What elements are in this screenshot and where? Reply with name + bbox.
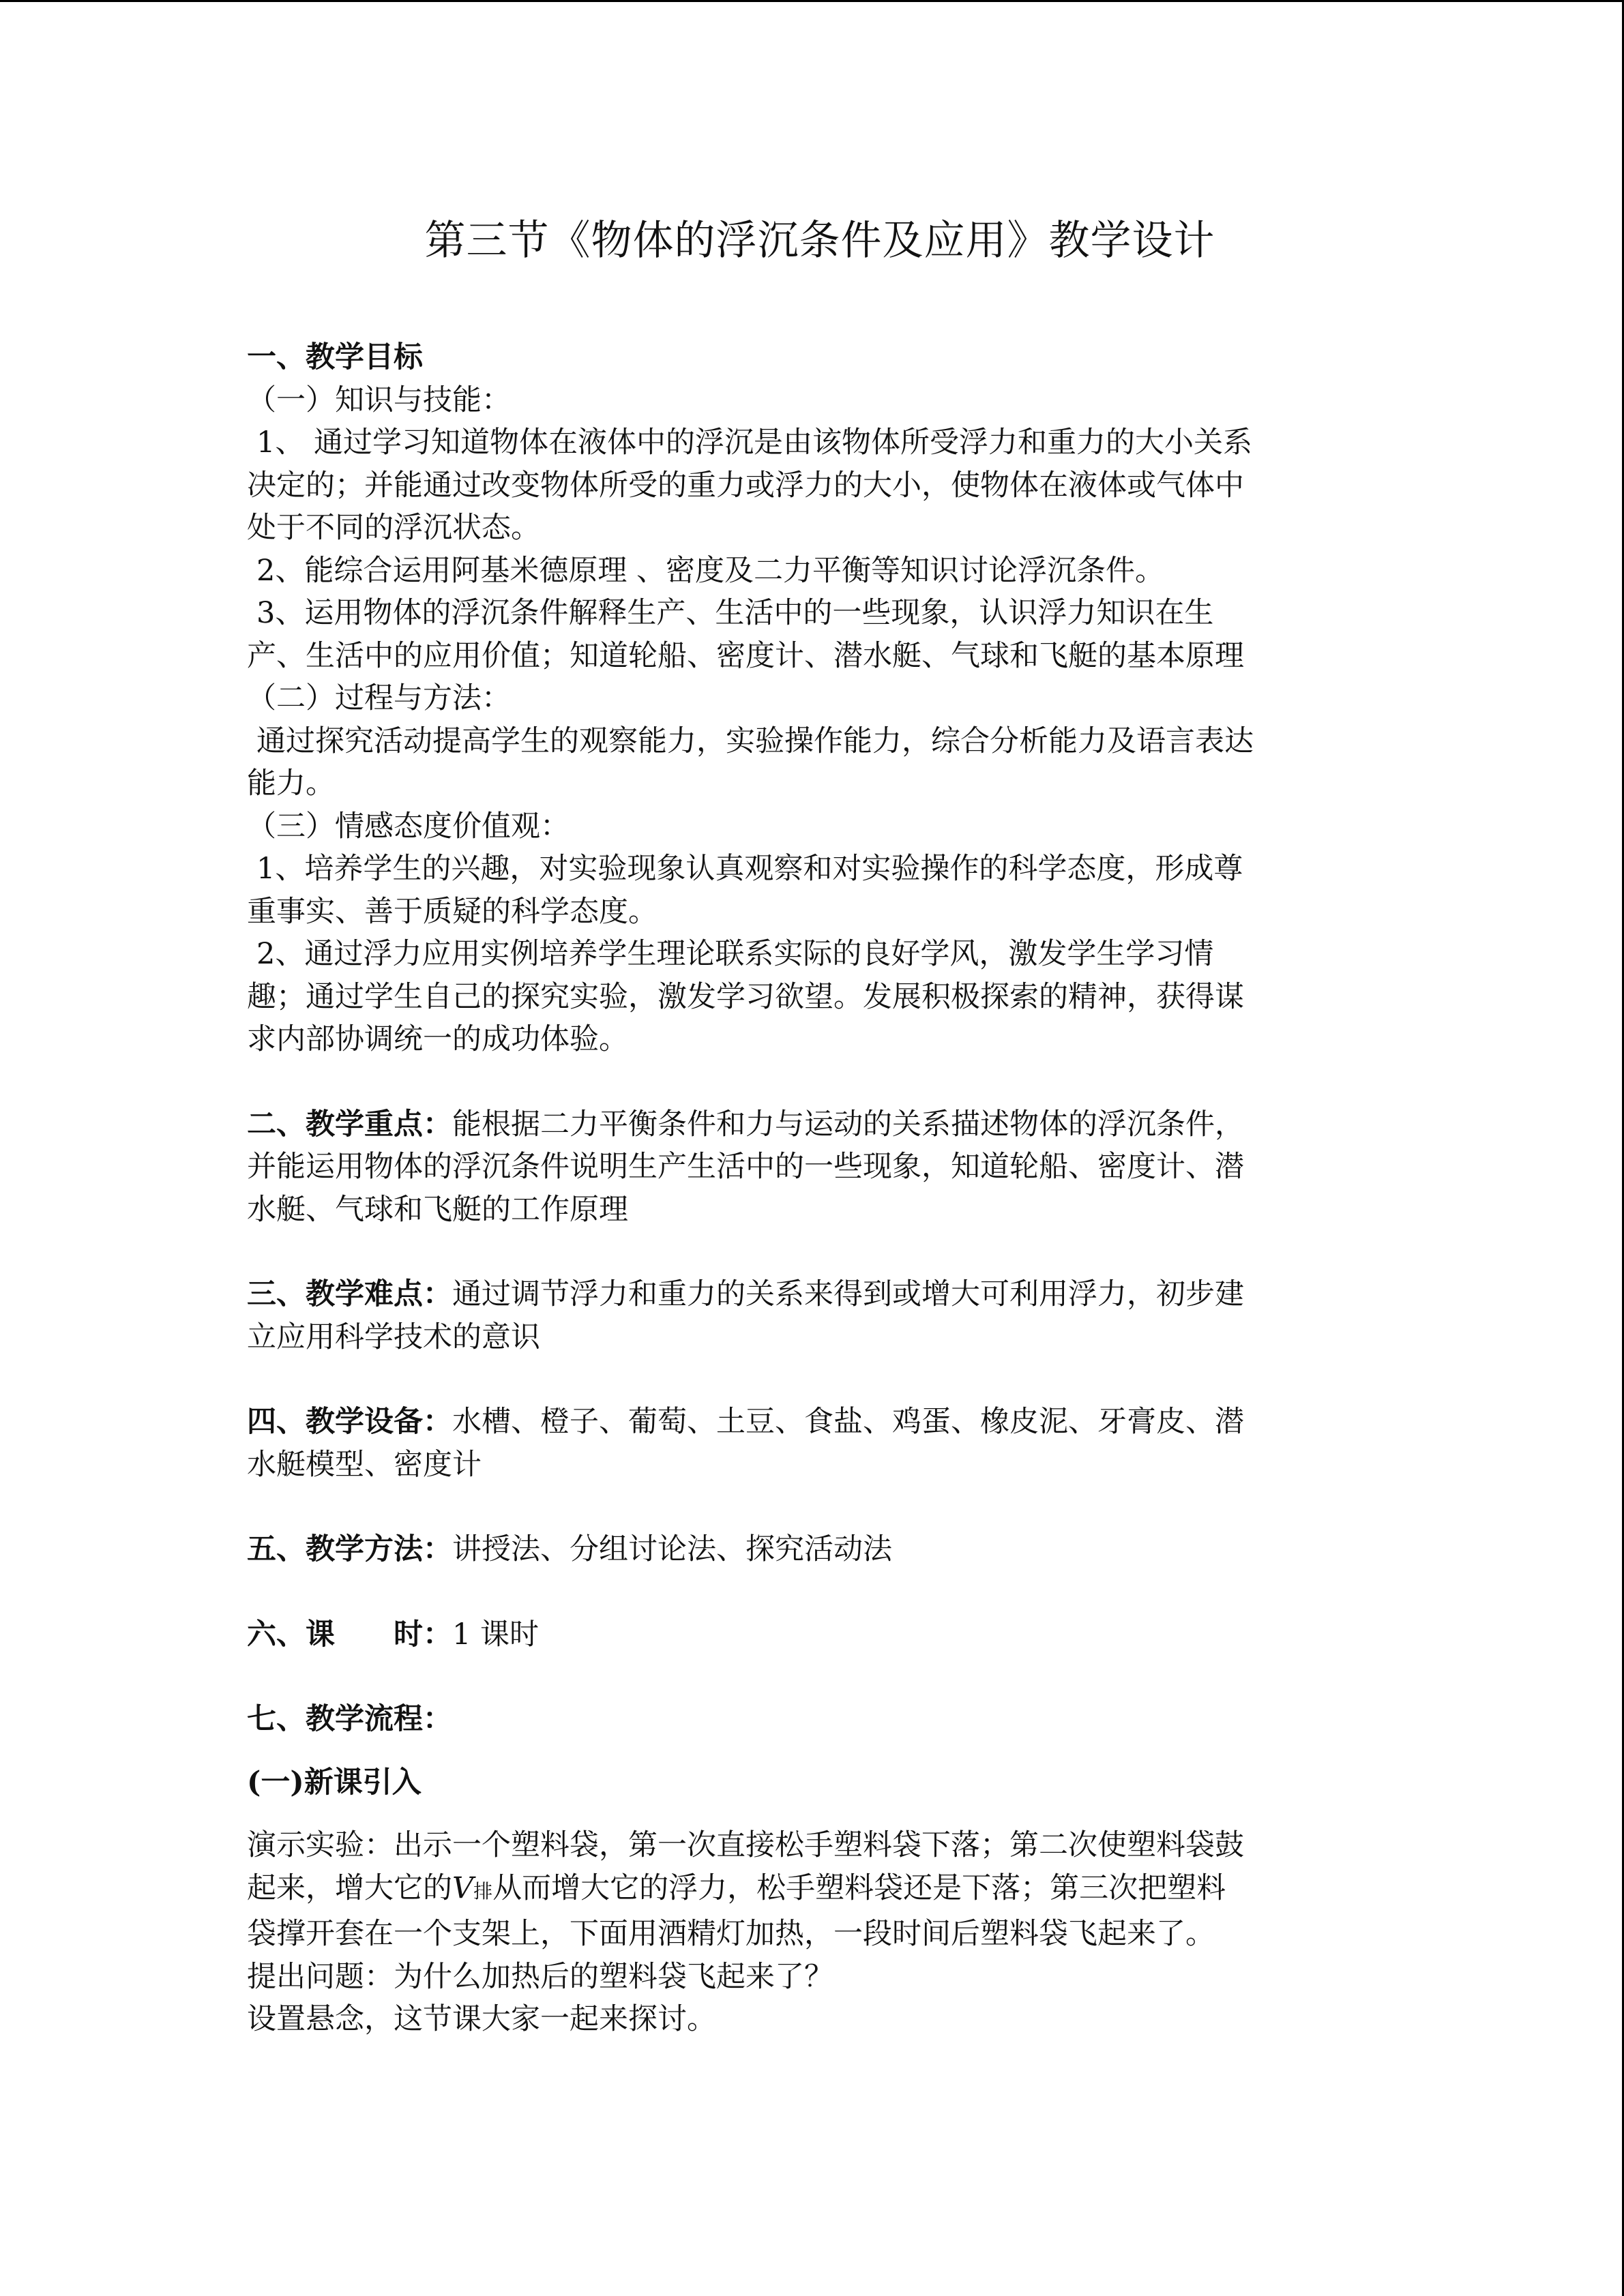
text-run: 从而增大它的浮力，松手塑料袋还是下落；第三次把塑料 — [492, 1870, 1226, 1905]
spacer — [247, 1656, 1393, 1698]
subheading-attitude-values: （三）情感态度价值观： — [247, 809, 570, 844]
paragraph-line: 处于不同的浮沉状态。 — [247, 511, 540, 545]
document-title: 第三节《物体的浮沉条件及应用》教学设计 — [424, 217, 1215, 265]
paragraph-line: 趣；通过学生自己的探究实验，激发学习欲望。发展积极探索的精神，获得谋 — [247, 979, 1244, 1014]
paragraph-line: 决定的；并能通过改变物体所受的重力或浮力的大小，使物体在液体或气体中 — [247, 468, 1244, 503]
paragraph-line — [247, 1867, 1393, 1913]
paragraph-line: 设置悬念，这节课大家一起来探讨。 — [247, 2002, 716, 2036]
paragraph-line: 并能运用物体的浮沉条件说明生产生活中的一些现象，知道轮船、密度计、潜 — [247, 1150, 1244, 1184]
spacer — [247, 1061, 1393, 1103]
document-body — [247, 207, 1393, 2041]
section-text: 通过调节浮力和重力的关系来得到或增大可利用浮力，初步建 — [452, 1277, 1244, 1311]
section-text: 讲授法、分组讨论法、探究活动法 — [452, 1532, 892, 1566]
spacer — [247, 1358, 1393, 1401]
paragraph-line: 1、培养学生的兴趣，对实验现象认真观察和对实验操作的科学态度，形成尊 — [256, 852, 1243, 886]
paragraph-line: 求内部协调统一的成功体验。 — [247, 1022, 628, 1056]
section-text: 1 课时 — [452, 1617, 540, 1652]
section-label: 三、教学难点： — [247, 1277, 452, 1311]
paragraph-line: 立应用科学技术的意识 — [247, 1320, 540, 1354]
paragraph-line: 水艇模型、密度计 — [247, 1447, 482, 1482]
section-key-points — [247, 1103, 1393, 1146]
section-heading-objectives: 一、教学目标 — [247, 340, 423, 374]
paragraph-line: 能力。 — [247, 766, 335, 801]
spacer — [247, 1571, 1393, 1613]
spacer — [247, 1741, 1393, 1761]
paragraph-line: 重事实、善于质疑的科学态度。 — [247, 894, 658, 929]
paragraph-line: 水艇、气球和飞艇的工作原理 — [247, 1192, 628, 1227]
section-text: 水槽、橙子、葡萄、土豆、食盐、鸡蛋、橡皮泥、牙膏皮、潜 — [452, 1405, 1244, 1439]
paragraph-line: 演示实验：出示一个塑料袋，第一次直接松手塑料袋下落；第二次使塑料袋鼓 — [247, 1828, 1244, 1862]
section-label: 五、教学方法： — [247, 1532, 452, 1566]
section-difficulties — [247, 1273, 1393, 1316]
paragraph-line: 2、能综合运用阿基米德原理 、密度及二力平衡等知识讨论浮沉条件。 — [256, 553, 1165, 588]
paragraph-line: 袋撑开套在一个支架上，下面用酒精灯加热，一段时间后塑料袋飞起来了。 — [247, 1917, 1215, 1951]
spacer — [247, 1804, 1393, 1824]
subheading-process-method: （二）过程与方法： — [247, 681, 511, 715]
section-heading-process: 七、教学流程： — [247, 1702, 452, 1736]
section-label: 二、教学重点： — [247, 1107, 452, 1142]
paragraph-line: 通过探究活动提高学生的观察能力，实验操作能力，综合分析能力及语言表达 — [256, 724, 1254, 758]
paragraph-line: 2、通过浮力应用实例培养学生理论联系实际的良好学风，激发学生学习情 — [256, 937, 1214, 971]
spacer — [247, 1231, 1393, 1273]
section-class-hours — [247, 1613, 1393, 1656]
section-label: 六、课 时： — [247, 1617, 452, 1652]
volume-subscript: 排 — [473, 1879, 493, 1903]
section-label: 四、教学设备： — [247, 1405, 452, 1439]
volume-symbol: V — [452, 1870, 474, 1905]
subheading-intro: (一)新课引入 — [247, 1765, 422, 1800]
paragraph-line: 产、生活中的应用价值；知道轮船、密度计、潜水艇、气球和飞艇的基本原理 — [247, 638, 1244, 673]
paragraph-line: 提出问题：为什么加热后的塑料袋飞起来了？ — [247, 1959, 833, 1994]
subheading-knowledge-skills: （一）知识与技能： — [247, 383, 511, 417]
paragraph-line: 3、运用物体的浮沉条件解释生产、生活中的一些现象，认识浮力知识在生 — [256, 596, 1214, 630]
spacer — [247, 1486, 1393, 1528]
section-equipment — [247, 1401, 1393, 1444]
section-text: 能根据二力平衡条件和力与运动的关系描述物体的浮沉条件， — [452, 1107, 1244, 1142]
section-methods — [247, 1528, 1393, 1571]
text-run: 起来，增大它的 — [247, 1870, 452, 1905]
paragraph-line: 1、 通过学习知道物体在液体中的浮沉是由该物体所受浮力和重力的大小关系 — [256, 426, 1253, 460]
